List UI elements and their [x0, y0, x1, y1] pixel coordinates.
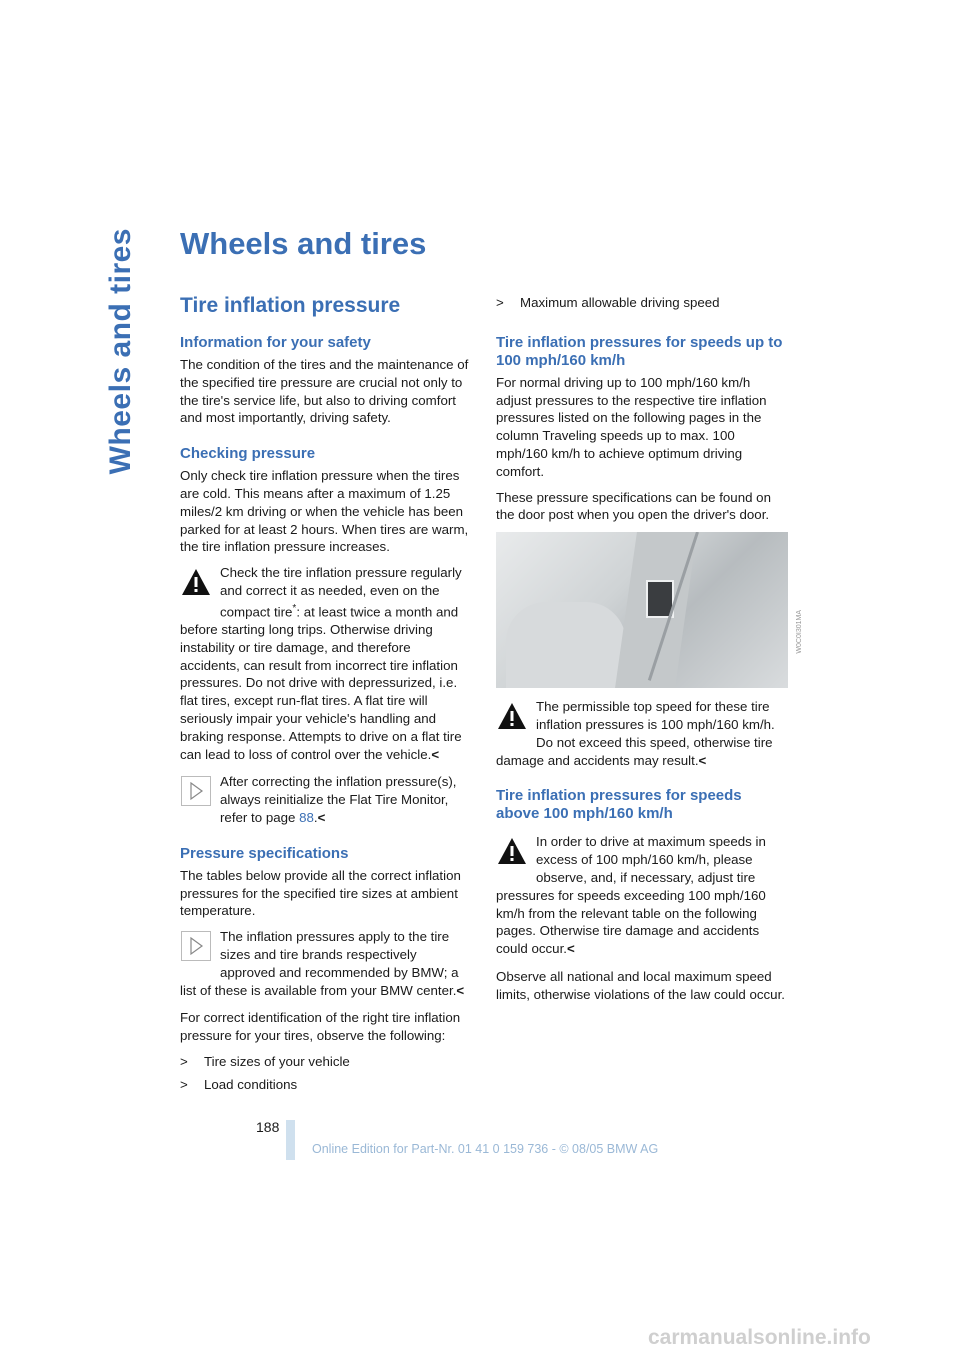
checking-text: Only check tire inflation pressure when the tires are cold. This means after a maximum of 1.25 miles/2 km driving or when the vehicle has been parked for at least 2 hours. When tires are warm, the tire inflation pressure increases.	[180, 468, 469, 555]
note-icon	[180, 775, 212, 807]
spec-text: The tables below provide all the correct inflation pressures for the specified tire sizes at ambient temperature.	[180, 867, 461, 919]
side-tab: Wheels and tires	[104, 228, 137, 475]
speed-up-text-1: For normal driving up to 100 mph/160 km/h adjust pressures to the respective tire inflation pressures listed on the following pages in the column Traveling speeds up to max. 100 mph/160 km/h to achieve optimum driving comfort.	[496, 374, 767, 479]
photo-code: W0C0I301MA	[796, 610, 803, 654]
list-item: > Load conditions	[180, 1076, 298, 1092]
safety-text: The condition of the tires and the maintenance of the specified tire pressure are crucial not only to the tire's service life, but also to driving comfort and most importantly, driving safety.	[180, 357, 469, 426]
info-note-2	[180, 928, 472, 999]
limits-text: Observe all national and local maximum speed limits, otherwise violations of the law could occur.	[496, 968, 785, 1002]
watermark: carmanualsonline.info	[648, 1326, 871, 1349]
door-post-photo	[496, 532, 788, 688]
page-link[interactable]: 88	[299, 809, 314, 825]
page-number: 188	[256, 1119, 280, 1135]
footer-text: Online Edition for Part-Nr. 01 41 0 159 736 - © 08/05 BMW AG	[312, 1142, 659, 1156]
warning-text: Check the tire inflation pressure regularly and correct it as needed, even on the compact tire*: at least twice a month and before starting long trips. Otherwise driving instability or tire damage, and therefore accidents, can result from incorrect tire inflation pressures. Do not drive with depressurized, i.e. flat tires, except run-flat tires. A flat tire will seriously impair your vehicle's handling and braking response. Attempts to drive on a flat tire can lead to loss of control over the vehicle.<	[180, 565, 462, 762]
safety-heading: Information for your safety	[180, 334, 371, 351]
warning-note	[180, 564, 472, 763]
left-column	[180, 294, 472, 1099]
list-item: > Maximum allowable driving speed	[496, 295, 720, 310]
warning-icon	[496, 700, 528, 732]
spec-heading: Pressure specifications	[180, 844, 349, 862]
ident-text: For correct identification of the right tire inflation pressure for your tires, observe the following:	[180, 1010, 461, 1044]
info-note	[180, 773, 472, 826]
note-text-2: The inflation pressures apply to the tire sizes and tire brands respectively approved and recommended by BMW; a list of these is available from your BMW center.<	[180, 929, 465, 998]
page-title: Wheels and tires	[180, 226, 427, 261]
checking-heading: Checking pressure	[180, 445, 316, 463]
warning-text-3: In order to drive at maximum speeds in excess of 100 mph/160 km/h, please observe, and, if necessary, adjust tire pressures for speeds exceeding 100 mph/160 km/h from the relevant table on the following pages. Otherwise tire damage and accidents could occur.<	[496, 834, 766, 957]
warning-text-2: The permissible top speed for these tire inflation pressures is 100 mph/160 km/h. Do not exceed this speed, otherwise tire damage and accidents may result.<	[496, 699, 775, 768]
footer-bar	[286, 1120, 295, 1160]
speed-up-text-2: These pressure specifications can be found on the door post when you open the driver's door.	[496, 489, 771, 523]
speed-up-heading: Tire inflation pressures for speeds up to 100 mph/160 km/h	[496, 333, 783, 369]
section-heading: Tire inflation pressure	[180, 294, 401, 317]
note-text: After correcting the inflation pressure(s), always reinitialize the Flat Tire Monitor, refer to page 88.<	[220, 774, 457, 825]
warning-note-3	[496, 833, 788, 958]
warning-icon	[496, 835, 528, 867]
warning-note-2	[496, 698, 788, 769]
right-column	[496, 294, 788, 1012]
note-icon	[180, 930, 212, 962]
warning-icon	[180, 566, 212, 598]
list-item: > Tire sizes of your vehicle	[180, 1053, 350, 1069]
speed-above-heading: Tire inflation pressures for speeds above 100 mph/160 km/h	[496, 787, 742, 823]
